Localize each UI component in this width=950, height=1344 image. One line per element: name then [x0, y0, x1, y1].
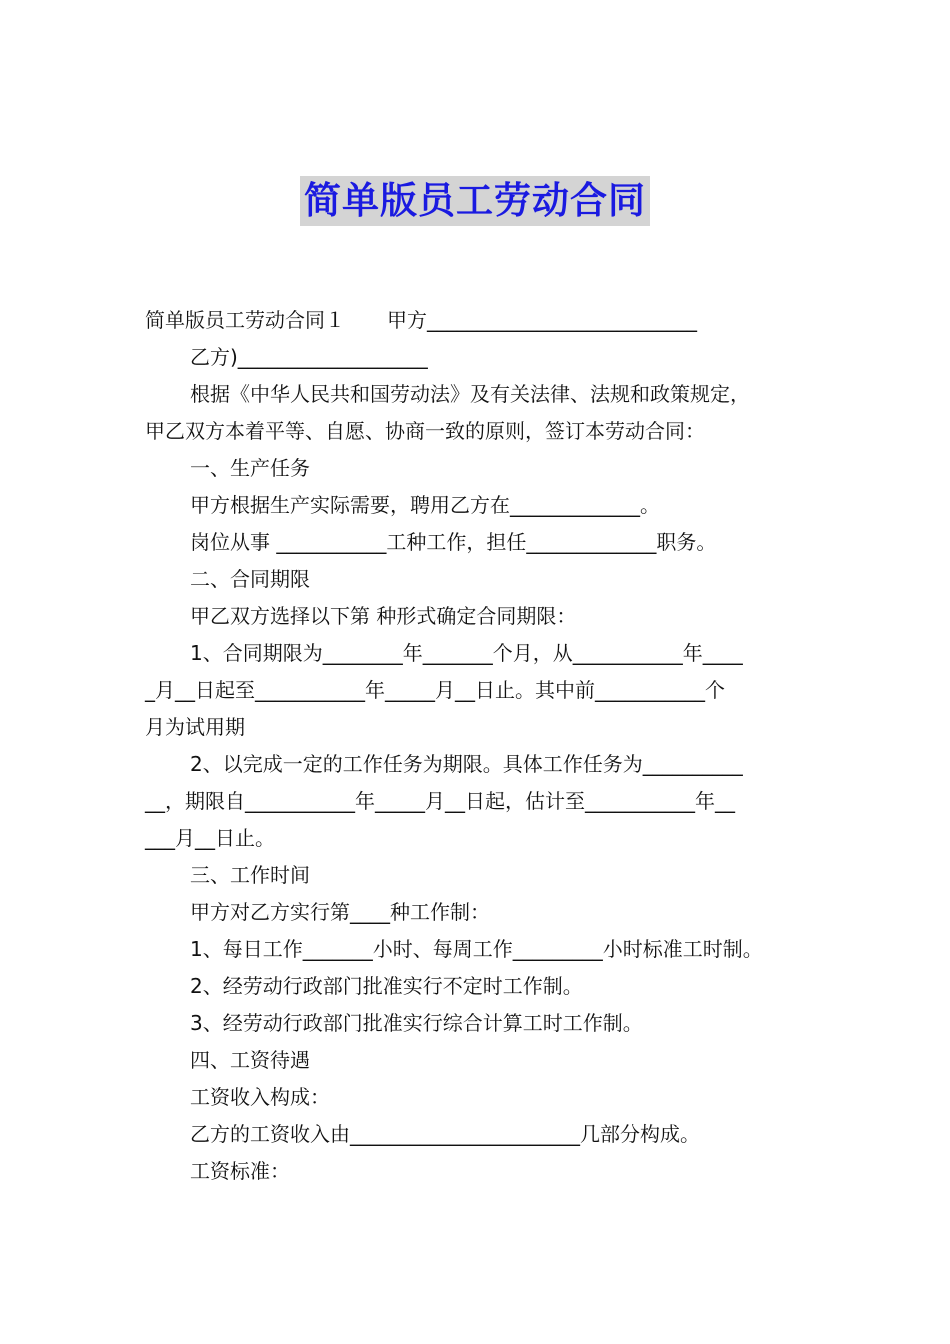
line-text: 二、合同期限: [190, 567, 310, 591]
line-text: 1、每日工作_______小时、每周工作_________小时标准工时制。: [190, 937, 763, 961]
paragraph-line: [145, 1079, 825, 1116]
line-text: 甲乙双方选择以下第 种形式确定合同期限：: [190, 604, 577, 628]
line-text: 三、工作时间: [190, 863, 310, 887]
line-text: 工资收入构成：: [190, 1085, 330, 1109]
document-body: [145, 302, 825, 1190]
line-text: 一、生产任务: [190, 456, 310, 480]
line-text: 甲方根据生产实际需要，聘用乙方在_____________。: [190, 493, 660, 517]
paragraph-line: [145, 672, 825, 709]
paragraph-line: [145, 413, 825, 450]
line-text: 甲方对乙方实行第____种工作制：: [190, 900, 490, 924]
paragraph-line: [145, 1042, 825, 1079]
paragraph-line: [145, 450, 825, 487]
line-text: 3、经劳动行政部门批准实行综合计算工时工作制。: [190, 1011, 643, 1035]
line-text: 乙方的工资收入由_______________________几部分构成。: [190, 1122, 700, 1146]
paragraph-line: [145, 783, 825, 820]
paragraph-line: [145, 968, 825, 1005]
line-text: 简单版员工劳动合同１: [145, 308, 345, 332]
paragraph-line: [145, 709, 825, 746]
paragraph-line: [145, 894, 825, 931]
paragraph-line: [145, 302, 825, 339]
line-text: 2、经劳动行政部门批准实行不定时工作制。: [190, 974, 583, 998]
line-text: __，期限自___________年_____月__日起，估计至___________年__: [145, 789, 735, 813]
line-text: 乙方)___________________: [190, 345, 428, 369]
paragraph-line: [145, 1116, 825, 1153]
line-text: 工资标准：: [190, 1159, 290, 1183]
paragraph-line: [145, 487, 825, 524]
line-text: 2、以完成一定的工作任务为期限。具体工作任务为__________: [190, 752, 743, 776]
paragraph-line: [145, 1005, 825, 1042]
paragraph-line: [145, 820, 825, 857]
title-container: [0, 176, 950, 226]
party-a-field: 甲方___________________________: [387, 308, 697, 332]
paragraph-line: [145, 746, 825, 783]
line-text: ___月__日止。: [145, 826, 275, 850]
paragraph-line: [145, 376, 825, 413]
line-text: 甲乙双方本着平等、自愿、协商一致的原则，签订本劳动合同：: [145, 419, 705, 443]
line-text: 岗位从事 ___________工种工作，担任_____________职务。: [190, 530, 717, 554]
line-text: 1、合同期限为________年_______个月，从___________年____: [190, 641, 743, 665]
line-text: 四、工资待遇: [190, 1048, 310, 1072]
paragraph-line: [145, 1153, 825, 1190]
paragraph-line: [145, 598, 825, 635]
paragraph-line: [145, 524, 825, 561]
line-text: 月为试用期: [145, 715, 245, 739]
paragraph-line: [145, 931, 825, 968]
paragraph-line: [145, 857, 825, 894]
line-text: 根据《中华人民共和国劳动法》及有关法律、法规和政策规定，: [190, 382, 750, 406]
paragraph-line: [145, 561, 825, 598]
paragraph-line: [145, 635, 825, 672]
document-title: 简单版员工劳动合同: [300, 176, 650, 226]
line-text: _月__日起至___________年_____月__日止。其中前___________个: [145, 678, 725, 702]
paragraph-line: [145, 339, 825, 376]
